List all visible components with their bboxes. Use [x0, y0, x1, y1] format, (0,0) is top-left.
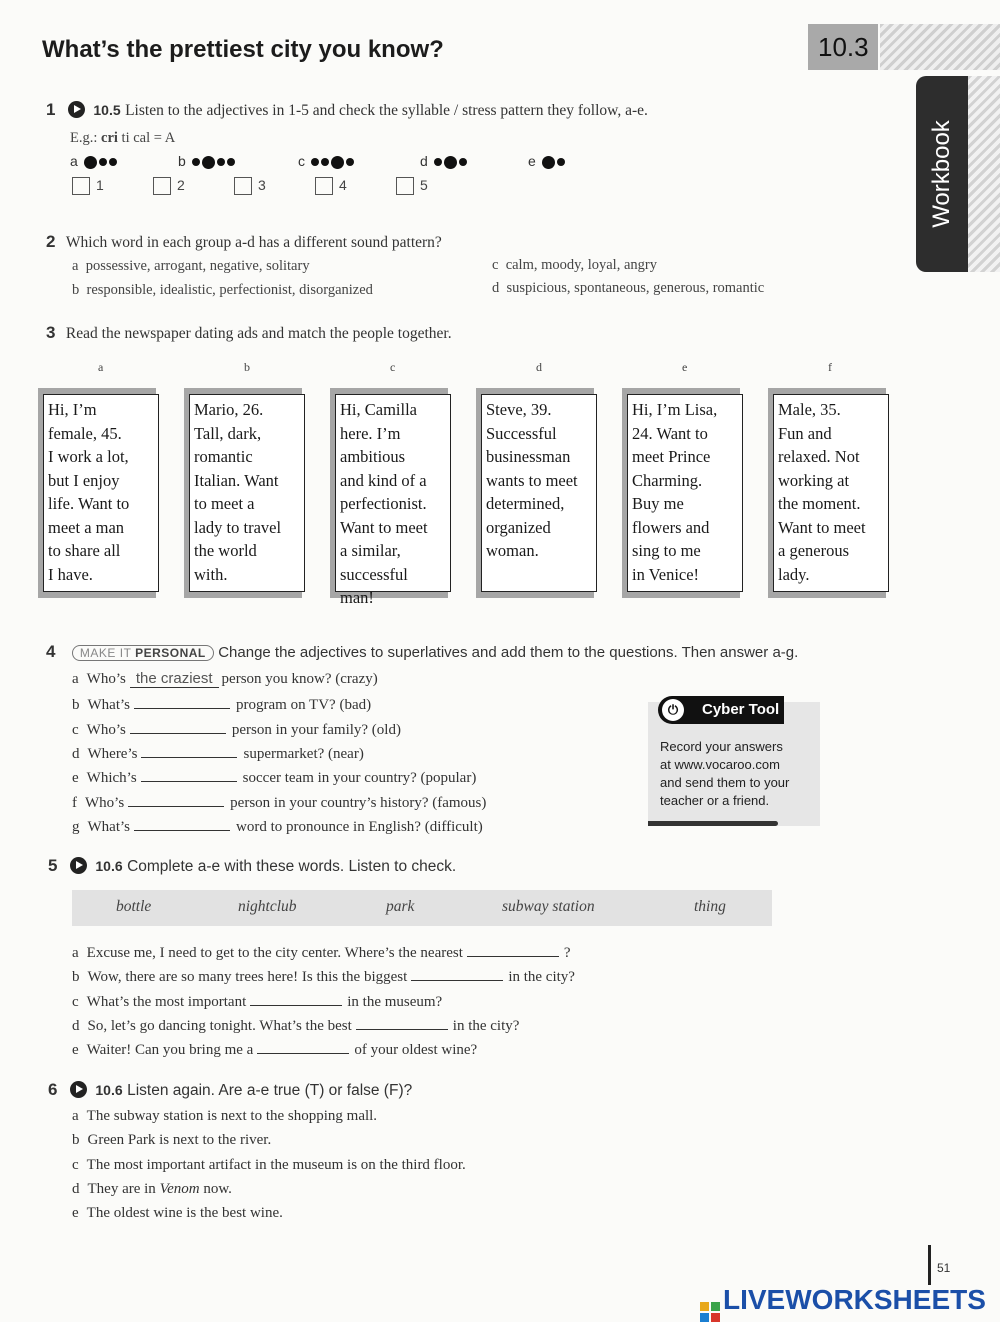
checkbox-5[interactable]	[396, 177, 428, 195]
stress-pattern-a	[70, 153, 119, 169]
answer-blank-field[interactable]	[250, 991, 342, 1006]
item-prefix: What’s	[87, 697, 130, 714]
badge-part: MAKE IT	[79, 646, 132, 660]
ex1-track: 10.5	[93, 102, 121, 118]
ad-card-a: Hi, I’m female, 45. I work a lot, but I enjoy life. Want to meet a man to share all I have.	[43, 394, 159, 592]
ad-column-d	[476, 388, 594, 598]
ad-letter-f: f	[828, 360, 832, 374]
item-suffix: of your oldest wine?	[354, 1042, 478, 1059]
ex6-item-b	[72, 1132, 271, 1149]
checkbox-square-icon[interactable]	[72, 177, 90, 195]
unstressed-dot-icon	[459, 158, 467, 166]
item-prefix: What’s	[87, 818, 130, 835]
ex4-item-f	[72, 792, 486, 812]
ex5-track: 10.6	[95, 858, 123, 874]
unstressed-dot-icon	[217, 158, 225, 166]
item-text: possessive, arrogant, negative, solitary	[85, 258, 310, 274]
item-text: The oldest wine is the best wine.	[86, 1205, 283, 1222]
pattern-letter: a	[70, 153, 78, 169]
item-text: The subway station is next to the shopping mall.	[86, 1108, 378, 1124]
answer-blank-field[interactable]	[128, 792, 224, 807]
ex6-instruction: Listen again. Are a-e true (T) or false (F)?	[127, 1082, 413, 1099]
stressed-dot-icon	[331, 156, 344, 169]
checkbox-square-icon[interactable]	[315, 177, 333, 195]
stress-pattern-c	[298, 153, 356, 169]
word-bank-item: thing	[694, 898, 726, 915]
ex4-instruction: Change the adjectives to superlatives and add them to the questions. Then answer a-g.	[218, 644, 799, 661]
ex5-item-b	[72, 966, 575, 986]
item-letter: b	[72, 1132, 80, 1149]
ex6-item-e	[72, 1205, 283, 1222]
cyber-tool-title: Cyber Tool	[702, 701, 780, 718]
workbook-tab	[916, 76, 968, 272]
ex5-heading	[48, 856, 456, 876]
item-letter: a	[72, 258, 79, 274]
item-letter: b	[72, 697, 80, 714]
item-suffix: in the museum?	[347, 993, 443, 1010]
unstressed-dot-icon	[109, 158, 117, 166]
item-letter: c	[72, 1156, 79, 1173]
word-bank-item: park	[386, 898, 415, 915]
header-hatch	[880, 24, 1000, 70]
stress-pattern-d	[420, 153, 469, 169]
item-letter: b	[72, 969, 80, 986]
ex3-heading	[46, 323, 452, 343]
checkbox-4[interactable]	[315, 177, 347, 195]
ex2-instruction: Which word in each group a-d has a different sound pattern?	[65, 234, 442, 251]
ex6-number: 6	[48, 1080, 58, 1099]
item-prefix: Who’s	[86, 671, 126, 687]
item-letter: c	[72, 721, 79, 738]
word-bank-item: nightclub	[238, 898, 297, 915]
checkbox-label: 3	[258, 177, 266, 193]
answer-blank-field[interactable]	[411, 966, 503, 981]
ex4-heading	[46, 642, 798, 662]
item-suffix: person you know? (crazy)	[221, 671, 378, 687]
item-prefix: Wow, there are so many trees here! Is this the biggest	[87, 969, 408, 986]
ex4-item-e	[72, 767, 476, 787]
item-suffix: person in your family? (old)	[231, 721, 401, 738]
ad-letter-a: a	[98, 360, 104, 374]
item-letter: e	[72, 1205, 79, 1222]
word-bank-item: bottle	[116, 898, 152, 915]
ad-card-d: Steve, 39. Successful businessman wants to meet determined, organized woman.	[481, 394, 597, 592]
ad-column-c	[330, 388, 448, 607]
unstressed-dot-icon	[227, 158, 235, 166]
page-number: 51	[937, 1261, 951, 1275]
audio-play-icon[interactable]	[70, 1081, 87, 1098]
answer-blank-field[interactable]	[257, 1039, 349, 1054]
stress-patterns	[70, 153, 630, 173]
ad-card-f: Male, 35. Fun and relaxed. Not working at the moment. Want to meet a generous lady.	[773, 394, 889, 592]
item-suffix: program on TV? (bad)	[236, 697, 372, 714]
unstressed-dot-icon	[321, 158, 329, 166]
ex1-heading	[46, 100, 648, 120]
ad-letter-b: b	[244, 360, 250, 374]
unit-number	[808, 24, 878, 70]
item-letter: d	[72, 1180, 80, 1197]
stressed-dot-icon	[202, 156, 215, 169]
ex3-number: 3	[46, 323, 56, 342]
item-text: Green Park is next to the river.	[87, 1132, 272, 1149]
item-suffix: ?	[563, 945, 571, 961]
item-suffix: person in your country’s history? (famous)	[230, 794, 487, 811]
item-letter: a	[72, 1108, 79, 1124]
ad-column-b	[184, 388, 302, 598]
item-text: calm, moody, loyal, angry	[505, 257, 657, 273]
cyber-tool-header	[658, 696, 784, 724]
ex2-item-d	[492, 280, 764, 297]
stressed-dot-icon	[84, 156, 97, 169]
ex6-item-c	[72, 1157, 466, 1174]
ad-letter-d: d	[536, 360, 542, 374]
pattern-letter: c	[298, 153, 305, 169]
item-suffix: in the city?	[508, 969, 575, 986]
ex4-item-d	[72, 743, 364, 763]
word-bank	[72, 890, 772, 926]
ad-card-e: Hi, I’m Lisa, 24. Want to meet Prince Charming. Buy me flowers and sing to me in Venice!	[627, 394, 743, 592]
item-prefix: Waiter! Can you bring me a	[86, 1042, 254, 1059]
unstressed-dot-icon	[99, 158, 107, 166]
item-prefix: Who’s	[86, 721, 126, 738]
ad-column-e	[622, 388, 740, 598]
stress-pattern-b	[178, 153, 237, 169]
page-title: What’s the prettiest city you know?	[42, 36, 444, 63]
ex1-instruction: Listen to the adjectives in 1-5 and check the syllable / stress pattern they follow, a-e.	[125, 102, 648, 119]
checkbox-label: 5	[420, 177, 428, 193]
ad-card-b: Mario, 26. Tall, dark, romantic Italian. Want to meet a lady to travel the world with.	[189, 394, 305, 592]
audio-play-icon[interactable]	[70, 857, 87, 874]
ad-letter-e: e	[682, 360, 688, 374]
item-letter: d	[72, 1017, 80, 1034]
audio-play-icon[interactable]	[68, 101, 85, 118]
item-letter: c	[72, 993, 79, 1010]
item-text: responsible, idealistic, perfectionist, disorganized	[86, 282, 373, 298]
checkbox-2[interactable]	[153, 177, 185, 195]
item-prefix: They are in	[87, 1180, 156, 1197]
item-prefix: What’s the most important	[86, 993, 247, 1010]
dating-ads	[38, 360, 908, 610]
item-emphasis: Venom	[159, 1180, 200, 1197]
pattern-letter: b	[178, 153, 186, 169]
power-icon: ⏻	[662, 699, 684, 721]
ex4-item-a	[72, 670, 378, 688]
ex6-item-a	[72, 1108, 377, 1125]
answer-blank-field[interactable]	[134, 694, 230, 709]
word-bank-item: subway station	[502, 898, 595, 915]
cyber-tool-text: Record your answers at www.vocaroo.com and send them to your teacher or a friend.	[660, 739, 790, 808]
ex6-heading	[48, 1080, 412, 1100]
checkbox-3[interactable]	[234, 177, 266, 195]
item-letter: d	[492, 280, 500, 296]
ex3-instruction: Read the newspaper dating ads and match the people together.	[65, 325, 452, 342]
answer-checkboxes	[72, 177, 492, 199]
item-prefix: Where’s	[87, 745, 138, 762]
ex6-item-d	[72, 1181, 232, 1198]
unit-label: 10.3	[818, 32, 869, 62]
ad-letter-c: c	[390, 360, 396, 374]
unstressed-dot-icon	[192, 158, 200, 166]
checkbox-label: 2	[177, 177, 185, 193]
item-letter: b	[72, 282, 80, 298]
checkbox-label: 1	[96, 177, 104, 193]
liveworksheets-icon	[700, 1302, 720, 1322]
checkbox-label: 4	[339, 177, 347, 193]
pattern-letter: d	[420, 153, 428, 169]
item-suffix: soccer team in your country? (popular)	[242, 770, 477, 787]
ex4-item-g	[72, 816, 483, 836]
ex5-items	[72, 942, 772, 1067]
ex2-item-c	[492, 257, 657, 274]
unstressed-dot-icon	[434, 158, 442, 166]
answer-blank-field[interactable]	[130, 719, 226, 734]
liveworksheets-logo	[700, 1284, 986, 1322]
brand-name: LIVEWORKSHEETS	[723, 1284, 986, 1315]
ex5-item-a	[72, 942, 571, 962]
item-letter: a	[72, 945, 79, 961]
stress-pattern-e	[528, 153, 567, 169]
make-it-personal-badge	[72, 645, 214, 661]
ex4-item-b	[72, 694, 371, 714]
example-label: E.g.:	[70, 130, 98, 146]
checkbox-square-icon[interactable]	[234, 177, 252, 195]
cyber-tool-box	[648, 702, 820, 826]
item-prefix: Who’s	[85, 794, 125, 811]
ex4-items	[72, 670, 632, 840]
item-prefix: Which’s	[86, 770, 137, 787]
item-text: The most important artifact in the museum is on the third floor.	[86, 1156, 466, 1173]
item-suffix: in the city?	[452, 1017, 520, 1034]
example-stressed: cri	[101, 130, 118, 146]
answer-blank-field[interactable]	[467, 942, 559, 957]
unstressed-dot-icon	[346, 158, 354, 166]
unstressed-dot-icon	[557, 158, 565, 166]
checkbox-square-icon[interactable]	[396, 177, 414, 195]
ex6-items	[72, 1108, 672, 1233]
item-text: suspicious, spontaneous, generous, romantic	[506, 280, 765, 296]
ex5-instruction: Complete a-e with these words. Listen to check.	[127, 858, 457, 875]
ex1-example	[70, 130, 175, 147]
item-suffix: supermarket? (near)	[243, 745, 364, 762]
example-rest: ti cal = A	[117, 130, 176, 146]
item-letter: c	[492, 257, 499, 273]
ex2-item-a	[72, 258, 310, 275]
item-suffix: word to pronounce in English? (difficult)	[236, 818, 483, 835]
ad-card-c: Hi, Camilla here. I’m ambitious and kind of a perfectionist. Want to meet a similar, successful man!	[335, 394, 451, 592]
item-letter: e	[72, 1042, 79, 1059]
answer-field[interactable]: the craziest	[130, 670, 219, 688]
badge-part: PERSONAL	[135, 646, 206, 660]
item-letter: d	[72, 745, 80, 762]
page-number-box	[928, 1245, 971, 1285]
ex5-number: 5	[48, 856, 58, 875]
answer-blank-field[interactable]	[141, 767, 237, 782]
stressed-dot-icon	[542, 156, 555, 169]
item-letter: e	[72, 770, 79, 787]
checkbox-1[interactable]	[72, 177, 104, 195]
ex5-item-c	[72, 991, 442, 1011]
item-suffix: now.	[203, 1180, 232, 1197]
answer-blank-field[interactable]	[134, 816, 230, 831]
side-hatch	[968, 76, 1000, 272]
ad-column-a	[38, 388, 156, 598]
answer-blank-field[interactable]	[356, 1015, 448, 1030]
unstressed-dot-icon	[311, 158, 319, 166]
ex2-heading	[46, 232, 442, 252]
ad-column-f	[768, 388, 886, 598]
item-prefix: Excuse me, I need to get to the city center. Where’s the nearest	[86, 945, 463, 961]
ex6-track: 10.6	[95, 1082, 123, 1098]
pattern-letter: e	[528, 153, 536, 169]
cyber-tool-bar	[648, 821, 778, 826]
stressed-dot-icon	[444, 156, 457, 169]
item-prefix: So, let’s go dancing tonight. What’s the best	[87, 1017, 352, 1034]
ex1-number: 1	[46, 100, 56, 119]
item-letter: g	[72, 818, 80, 835]
answer-blank-field[interactable]	[141, 743, 237, 758]
ex4-number: 4	[46, 642, 56, 661]
ex2-number: 2	[46, 232, 56, 251]
item-letter: a	[72, 671, 79, 687]
item-letter: f	[72, 794, 77, 811]
ex4-item-c	[72, 719, 401, 739]
ex5-item-d	[72, 1015, 519, 1035]
ex2-item-b	[72, 282, 373, 299]
checkbox-square-icon[interactable]	[153, 177, 171, 195]
workbook-label: Workbook	[928, 120, 955, 228]
ex5-item-e	[72, 1039, 477, 1059]
